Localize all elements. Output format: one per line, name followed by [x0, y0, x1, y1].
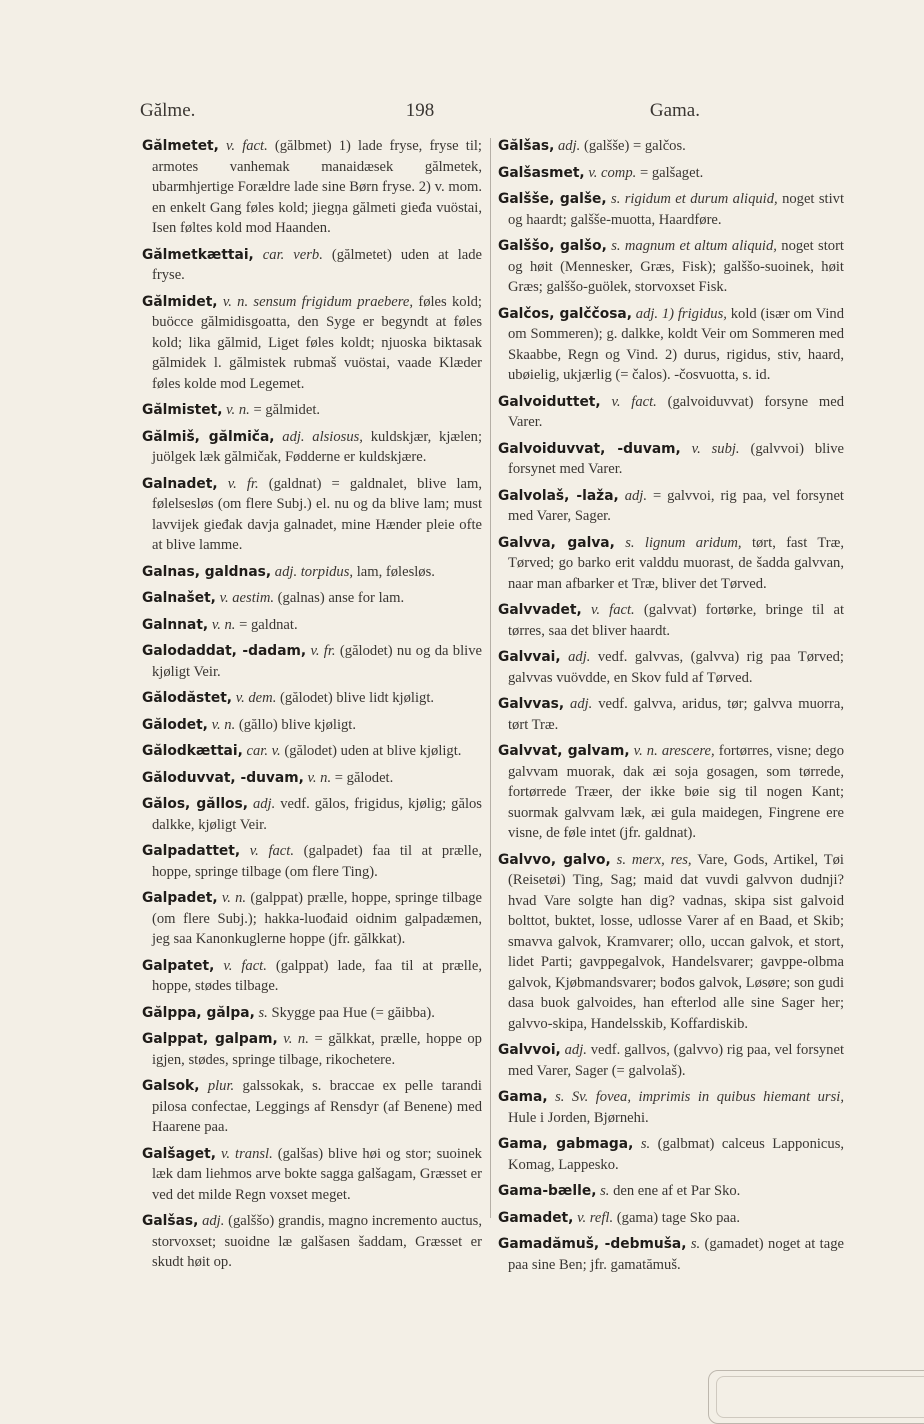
- dictionary-entry: [142, 292, 482, 395]
- entry-grammar: adj.: [564, 1042, 587, 1058]
- entry-headword: Gamadămuš, -debmuša,: [498, 1236, 687, 1252]
- entry-headword: Galpadet,: [142, 890, 218, 906]
- entry-definition: vedf. galvvas, (galvva) rig paa Tørved; galvvas vuövdde, en Skov fuld af Tørved.: [508, 649, 844, 686]
- entry-definition: galssokak, s. braccae ex pelle tarandi pilosa confectae, Leggings af Rensdyr (af Benene) med Haarene paa.: [152, 1078, 482, 1135]
- entry-headword: Gălodăstet,: [142, 690, 233, 706]
- entry-definition: (galppat) lade, faa til at prælle, hoppe, stødes tilbage.: [152, 957, 482, 994]
- dictionary-entry: [142, 615, 482, 636]
- header-right-guideword: Gama.: [649, 100, 700, 121]
- entry-grammar: v. dem.: [235, 690, 277, 706]
- header-left-guideword: Gălme.: [140, 100, 196, 121]
- entry-headword: Gălmetet,: [142, 138, 219, 154]
- entry-grammar: adj. torpidus,: [274, 563, 354, 580]
- entry-headword: Galpadattet,: [142, 843, 241, 859]
- entry-headword: Găloduvvat, -duvam,: [142, 769, 304, 786]
- entry-grammar: s. rigidum et durum aliquid,: [611, 191, 778, 207]
- entry-grammar: v. fact.: [226, 138, 268, 154]
- dictionary-entry: [498, 647, 844, 688]
- dictionary-entry: [498, 1087, 844, 1128]
- entry-headword: Galvvas,: [498, 696, 565, 712]
- entry-headword: Gama, gabmaga,: [498, 1136, 634, 1152]
- dictionary-entry: [142, 641, 482, 682]
- entry-grammar: adj. alsiosus,: [282, 428, 363, 445]
- entry-grammar: v. n.: [226, 402, 250, 418]
- entry-headword: Gălmidet,: [142, 293, 218, 310]
- entry-headword: Galvvoi,: [498, 1042, 561, 1058]
- entry-definition: Hule i Jorden, Bjørnehi.: [508, 1109, 649, 1126]
- entry-grammar: v. n.: [221, 890, 247, 906]
- entry-definition: = galvvoi, rig paa, vel forsynet med Varer, Sager.: [508, 487, 844, 524]
- entry-grammar: v. fact.: [590, 602, 635, 618]
- dictionary-entry: [498, 189, 844, 230]
- entry-grammar: s.: [690, 1236, 701, 1252]
- entry-grammar: v. n. sensum frigidum praebere,: [222, 293, 414, 310]
- entry-definition: noget stivt og haardt; galšše-muotta, Haardføre.: [508, 191, 844, 228]
- entry-grammar: v. refl.: [577, 1209, 614, 1226]
- entry-grammar: v. n.: [307, 769, 332, 786]
- entry-grammar: v. fact.: [249, 843, 294, 859]
- entry-grammar: adj.: [252, 796, 276, 812]
- dictionary-entry: [142, 1029, 482, 1070]
- dictionary-entry: [498, 694, 844, 735]
- dictionary-entry: [498, 486, 844, 527]
- entry-grammar: v. aestim.: [219, 590, 275, 606]
- entry-definition: = galšaget.: [639, 164, 704, 181]
- entry-headword: Galppat, galpam,: [142, 1031, 278, 1047]
- dictionary-entry: [498, 741, 844, 844]
- entry-definition: kuldskjær, kjælen; juölgek læk gălmičak, Fødderne er kuldskjære.: [152, 428, 482, 465]
- dictionary-entry: [142, 888, 482, 950]
- entry-grammar: v. subj.: [691, 440, 740, 457]
- entry-grammar: adj.: [202, 1213, 225, 1229]
- entry-headword: Galvoiduttet,: [498, 393, 601, 410]
- dictionary-entry: [498, 163, 844, 184]
- entry-headword: Galnašet,: [142, 590, 216, 606]
- entry-grammar: v. transl.: [220, 1145, 273, 1162]
- entry-definition: (gălbmet) 1) lade fryse, fryse til; armotes vanhemak manaidæsek gălmetek, ubarmhjertige Forældre lade sine Børn fryse. 2) v. mom. en enkelt Gang føles kold; jiegŋa gălmeti gieđa vuöstai, Isen føltes kold mod Haanden.: [152, 138, 482, 236]
- entry-headword: Gama-bælle,: [498, 1183, 597, 1199]
- entry-grammar: v. fact.: [611, 393, 657, 410]
- entry-definition: = gălmidet.: [253, 402, 321, 418]
- entry-headword: Gălodkættai,: [142, 743, 243, 759]
- entry-definition: (galppat) prælle, hoppe, springe tilbage (om flere Subj.); hakka-luođaid oidnim galpadæmen, jeg saa Kanonkuglerne hoppe (jfr. gălkkat).: [152, 890, 482, 947]
- entry-headword: Galsok,: [142, 1078, 200, 1094]
- entry-definition: Vare, Gods, Artikel, Tøi (Reisetøi) Ting, Sag; maid dat vuvdi galvvon dudnji? hvad Vare solgte han dig? vadnas, skipa sist galvoid bolttot, buktet, losse, udlosse Varer af en Baad, et Skib; smavva galvok, Kramvarer; ollo, uccan galvok, et stort, lidet Parti; gavppegalvok, Handelsvarer; gavppe-olbma galvok, Kjøbmandsvarer; bođos galvok, Løsøre; son gudi dasa buok galvoides, han efterlod alle sine Sager her; galvvo-skipa, Handelsskib, Koffardiskib.: [508, 851, 844, 1032]
- dictionary-entry: [142, 688, 482, 709]
- dictionary-entry: [142, 1211, 482, 1273]
- entry-grammar: s.: [258, 1004, 268, 1021]
- entry-headword: Gălmistet,: [142, 402, 223, 418]
- dictionary-entry: [498, 600, 844, 641]
- entry-grammar: plur.: [207, 1078, 235, 1094]
- entry-headword: Gălodet,: [142, 716, 208, 733]
- entry-headword: Galšaget,: [142, 1145, 216, 1162]
- entry-headword: Galvvadet,: [498, 602, 582, 618]
- entry-definition: Skygge paa Hue (= găibba).: [271, 1004, 435, 1021]
- entry-grammar: v. comp.: [588, 164, 637, 181]
- dictionary-entry: [498, 1134, 844, 1175]
- left-column: [142, 136, 482, 1279]
- entry-definition: (gălodet) blive lidt kjøligt.: [280, 690, 435, 706]
- entry-headword: Galnas, galdnas,: [142, 563, 272, 580]
- entry-definition: (galdnat) = galdnalet, blive lam, følelsesløs (om flere Subj.) el. nu og da blive lam; must lavvijek gieđak davja galnadet, mine Hænder pleie ofte at blive lamme.: [152, 475, 482, 553]
- entry-grammar: v. n. arescere,: [633, 743, 715, 759]
- dictionary-entry: [498, 136, 844, 157]
- dictionary-entry: [498, 1181, 844, 1202]
- entry-grammar: v. n.: [211, 616, 236, 633]
- dictionary-entry: [142, 1003, 482, 1024]
- entry-headword: Gama,: [498, 1089, 548, 1105]
- dictionary-entry: [142, 474, 482, 556]
- dictionary-entry: [142, 741, 482, 762]
- column-divider: [490, 138, 491, 1218]
- dictionary-entry: [142, 245, 482, 286]
- entry-definition: lam, følesløs.: [356, 563, 435, 580]
- entry-definition: = galdnat.: [239, 616, 298, 633]
- dictionary-entry: [142, 768, 482, 789]
- entry-headword: Galodaddat, -dadam,: [142, 643, 307, 659]
- entry-headword: Gamadet,: [498, 1209, 574, 1226]
- dictionary-entry: [142, 562, 482, 583]
- entry-definition: (galššo) grandis, magno incremento auctus, storvoxset; suoidne læ galšasen šaddam, Græsset er skudt høit op.: [152, 1213, 483, 1270]
- entry-definition: (galvoiduvvat) forsyne med Varer.: [508, 393, 845, 430]
- entry-definition: = gălodet.: [334, 769, 394, 786]
- dictionary-entry: [142, 794, 482, 835]
- entry-definition: (găllo) blive kjøligt.: [238, 716, 357, 733]
- entry-definition: (gamadet) noget at tage paa sine Ben; jfr. gamatămuš.: [508, 1236, 844, 1273]
- dictionary-entry: [498, 1040, 844, 1081]
- entry-grammar: v. n.: [283, 1031, 309, 1047]
- dictionary-entry: [498, 1208, 844, 1229]
- entry-grammar: adj.: [558, 138, 581, 154]
- entry-grammar: adj.: [568, 649, 591, 665]
- entry-grammar: s.: [640, 1136, 651, 1152]
- entry-definition: (galšas) blive høi og stor; suoinek læk dam liehmos arve bokte sagga galšagam, Græsset er ved det milde Regn voxset meget.: [152, 1145, 482, 1203]
- entry-grammar: v. n.: [211, 716, 236, 733]
- entry-headword: Galvoiduvvat, -duvam,: [498, 440, 681, 457]
- dictionary-entry: [142, 588, 482, 609]
- entry-definition: tørt, fast Træ, Tørved; go barko erit valddu muorast, de šadda galvvan, naar man afbarker et Træ, bliver det Tørved.: [508, 534, 844, 592]
- paper-clip-inner-mark: [716, 1376, 924, 1418]
- entry-definition: (galpadet) faa til at prælle, hoppe, springe tilbage (om flere Ting).: [152, 843, 482, 880]
- entry-definition: (galvvoi) blive forsynet med Varer.: [508, 440, 845, 477]
- dictionary-entry: [142, 400, 482, 421]
- entry-headword: Galšas,: [142, 1213, 199, 1229]
- entry-definition: kold (især om Vind om Sommeren); g. dalkke, koldt Veir om Sommeren med Skaabbe, Regn og Vind. 2) durus, rigidus, stiv, haard, ubøielig, ukjærlig (= čalos). -čosvuotta, s. id.: [508, 305, 844, 383]
- dictionary-entry: [498, 850, 844, 1035]
- entry-grammar: v. fr.: [227, 475, 259, 492]
- entry-headword: Galvvai,: [498, 649, 561, 665]
- dictionary-entry: [498, 439, 844, 480]
- entry-definition: vedf. gallvos, (galvvo) rig paa, vel forsynet med Varer, Sager (= galvolaš).: [508, 1042, 844, 1079]
- page-number: 198: [405, 100, 435, 121]
- entry-grammar: adj. 1) frigidus,: [635, 305, 727, 322]
- entry-definition: (gălodet) uden at blive kjøligt.: [284, 743, 462, 759]
- entry-headword: Gălppa, gălpa,: [142, 1004, 255, 1021]
- dictionary-entry: [498, 392, 844, 433]
- entry-headword: Gălšas,: [498, 138, 555, 154]
- entry-grammar: adj.: [624, 487, 647, 504]
- entry-grammar: car. v.: [246, 743, 281, 759]
- dictionary-entry: [498, 304, 844, 386]
- entry-grammar: s. magnum et altum aliquid,: [611, 238, 777, 254]
- dictionary-entry: [142, 841, 482, 882]
- entry-definition: (gălmetet) uden at lade fryse.: [152, 246, 482, 283]
- dictionary-entry: [142, 136, 482, 239]
- entry-grammar: s. Sv. fovea, imprimis in quibus hiemant ursi,: [555, 1089, 844, 1105]
- entry-definition: (galšše) = galčos.: [583, 138, 686, 154]
- entry-headword: Galvolaš, -laža,: [498, 487, 619, 504]
- entry-headword: Gălmetkættai,: [142, 246, 254, 263]
- entry-headword: Galvva, galva,: [498, 534, 615, 551]
- dictionary-entry: [142, 715, 482, 736]
- dictionary-entry: [142, 1144, 482, 1206]
- entry-headword: Galpatet,: [142, 957, 215, 974]
- dictionary-entry: [498, 236, 844, 298]
- entry-definition: (galnas) anse for lam.: [277, 590, 405, 606]
- entry-grammar: adj.: [570, 696, 593, 712]
- entry-grammar: s.: [600, 1183, 610, 1199]
- entry-definition: vedf. galvva, aridus, tør; galvva muorra, tørt Træ.: [508, 696, 845, 733]
- entry-definition: (gălodet) nu og da blive kjøligt Veir.: [152, 643, 482, 680]
- entry-grammar: v. fr.: [310, 643, 336, 659]
- entry-headword: Galvvat, galvam,: [498, 743, 630, 759]
- entry-definition: føles kold; buöcce gălmidisgoatta, den Syge er begyndt at føles kold; lika gălmid, Liget føles koldt; njuoska biktasak gălmidek l. gălmistek rubmaš vuöstai, vaade Klæder føles kolde mod Legemet.: [152, 293, 482, 392]
- entry-definition: fortørres, visne; dego galvvam muorak, dak æi soja gosagen, som tørrede, fortørrede Træer, der ikke bøie sig til nogen Kant; suormak galvvam læk, æi gula maidegen, Fingrene ere visne, de føle intet (jfr. galdnat).: [508, 743, 845, 841]
- entry-headword: Galnnat,: [142, 616, 209, 633]
- entry-grammar: v. fact.: [223, 957, 267, 974]
- entry-definition: den ene af et Par Sko.: [613, 1183, 741, 1199]
- dictionary-entry: [142, 427, 482, 468]
- entry-definition: (galbmat) calceus Lapponicus, Komag, Lappesko.: [508, 1136, 845, 1173]
- entry-definition: = gălkkat, prælle, hoppe op igjen, stødes, springe tilbage, rikochetere.: [152, 1031, 482, 1068]
- entry-grammar: s. merx, res,: [616, 851, 692, 868]
- entry-headword: Galčos, galččosa,: [498, 305, 632, 322]
- entry-definition: (gama) tage Sko paa.: [616, 1209, 740, 1226]
- dictionary-entry: [142, 956, 482, 997]
- entry-headword: Galvvo, galvo,: [498, 851, 611, 868]
- dictionary-entry: [498, 1234, 844, 1275]
- entry-headword: Galšasmet,: [498, 164, 585, 181]
- entry-headword: Galšše, galše,: [498, 191, 607, 207]
- entry-headword: Galššo, galšo,: [498, 238, 607, 254]
- entry-grammar: s. lignum aridum,: [625, 534, 742, 551]
- entry-definition: (galvvat) fortørke, bringe til at tørres, saa det bliver haardt.: [508, 602, 844, 639]
- entry-headword: Gălmiš, gălmiča,: [142, 428, 275, 445]
- entry-definition: noget stort og høit (Mennesker, Græs, Fisk); galššo-suoinek, høit Græs; galššo-guölek, storvoxset Fisk.: [508, 238, 844, 295]
- entry-definition: vedf. gălos, frigidus, kjølig; gălos dalkke, kjøligt Veir.: [152, 796, 482, 833]
- entry-grammar: car. verb.: [262, 246, 323, 263]
- dictionary-entry: [498, 533, 844, 595]
- right-column: [498, 136, 844, 1281]
- entry-headword: Galnadet,: [142, 475, 218, 492]
- dictionary-entry: [142, 1076, 482, 1138]
- entry-headword: Gălos, găllos,: [142, 796, 248, 812]
